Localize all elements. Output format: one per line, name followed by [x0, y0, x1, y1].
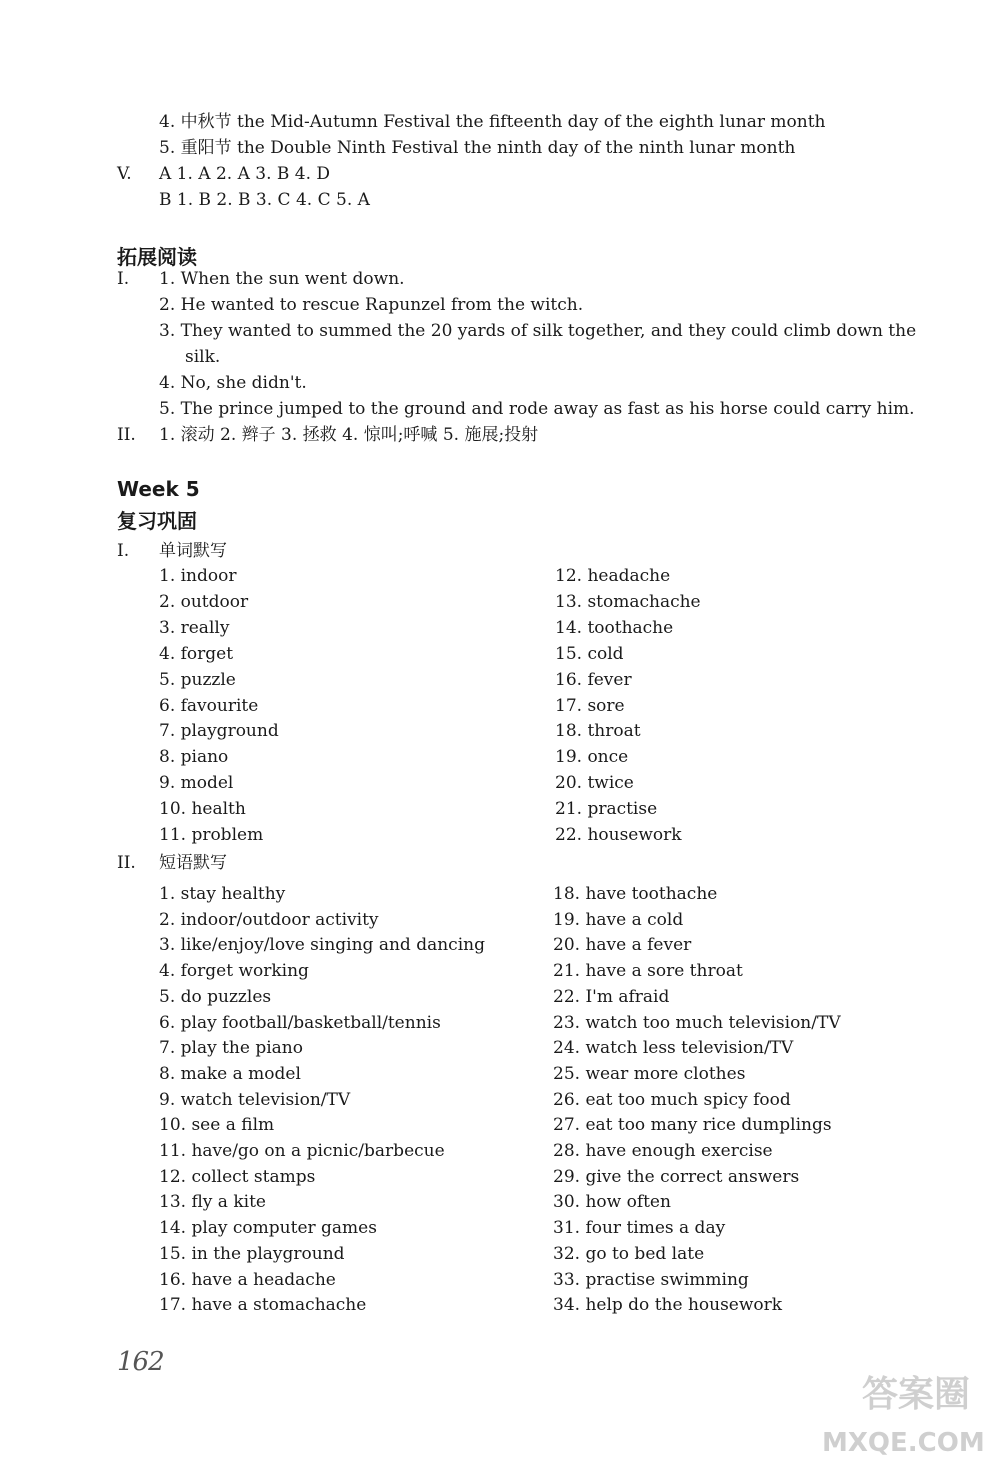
phrase-item: 14. play computer games — [159, 1218, 377, 1239]
phrase-item: 22. I'm afraid — [553, 986, 670, 1007]
reading-answer-4: 4. No, she didn't. — [159, 373, 307, 393]
phrase-item: 18. have toothache — [553, 884, 718, 904]
phrase-item: 19. have a cold — [553, 909, 684, 930]
phrase-item: 25. wear more clothes — [553, 1063, 746, 1084]
word-item: 7. playground — [159, 721, 279, 742]
word-item: 8. piano — [159, 747, 229, 768]
answer-line-4: 4. 中秋节 the Mid-Autumn Festival the fifteenth day of the eighth lunar month — [159, 112, 826, 132]
phrase-item: 16. have a headache — [159, 1269, 336, 1290]
answer-line-5: 5. 重阳节 the Double Ninth Festival the ninth day of the ninth lunar month — [159, 138, 796, 158]
word-section-title: 单词默写 — [159, 541, 227, 561]
word-item: 13. stomachache — [555, 591, 701, 612]
section-i-label: I. — [117, 269, 130, 289]
phrase-item: 17. have a stomachache — [159, 1295, 367, 1316]
reading-answer-3-cont: silk. — [185, 347, 221, 367]
word-section-label: I. — [117, 541, 130, 561]
phrase-item: 9. watch television/TV — [159, 1089, 351, 1110]
word-item: 12. headache — [555, 566, 671, 586]
word-item: 15. cold — [555, 643, 624, 664]
word-item: 19. once — [555, 747, 629, 768]
word-item: 22. housework — [555, 825, 682, 845]
vocab-answers: 1. 滚动 2. 辫子 3. 拯救 4. 惊叫;呼喊 5. 施展;投射 — [159, 425, 539, 445]
phrase-item: 26. eat too much spicy food — [553, 1089, 791, 1110]
phrase-section-label: II. — [117, 853, 136, 873]
word-item: 2. outdoor — [159, 591, 249, 612]
word-item: 1. indoor — [159, 566, 237, 586]
phrase-item: 8. make a model — [159, 1063, 301, 1084]
word-item: 21. practise — [555, 799, 658, 820]
word-item: 11. problem — [159, 825, 264, 845]
word-item: 10. health — [159, 799, 246, 820]
watermark-url: MXQE.COM — [822, 1428, 985, 1458]
phrase-item: 15. in the playground — [159, 1243, 345, 1264]
reading-answer-2: 2. He wanted to rescue Rapunzel from the witch. — [159, 295, 584, 315]
reading-answer-5: 5. The prince jumped to the ground and rode away as fast as his horse could carry him. — [159, 399, 915, 419]
phrase-item: 13. fly a kite — [159, 1192, 266, 1213]
phrase-item: 11. have/go on a picnic/barbecue — [159, 1141, 445, 1161]
word-item: 18. throat — [555, 721, 641, 742]
phrase-item: 32. go to bed late — [553, 1243, 705, 1264]
heading-review: 复习巩固 — [117, 509, 197, 533]
page-number: 162 — [117, 1347, 164, 1377]
word-item: 9. model — [159, 773, 234, 794]
word-item: 5. puzzle — [159, 669, 236, 690]
phrase-item: 28. have enough exercise — [553, 1141, 773, 1161]
word-item: 3. really — [159, 617, 230, 638]
phrase-item: 1. stay healthy — [159, 884, 286, 904]
phrase-section-title: 短语默写 — [159, 853, 227, 873]
phrase-item: 30. how often — [553, 1192, 671, 1213]
phrase-item: 5. do puzzles — [159, 986, 272, 1007]
word-item: 20. twice — [555, 773, 634, 794]
phrase-item: 31. four times a day — [553, 1218, 726, 1239]
phrase-item: 6. play football/basketball/tennis — [159, 1012, 441, 1033]
phrase-item: 3. like/enjoy/love singing and dancing — [159, 935, 485, 956]
heading-extended-reading: 拓展阅读 — [117, 245, 197, 269]
section-ii-label: II. — [117, 425, 136, 445]
word-item: 16. fever — [555, 669, 632, 690]
phrase-item: 33. practise swimming — [553, 1269, 749, 1290]
phrase-item: 21. have a sore throat — [553, 961, 743, 982]
reading-answer-3: 3. They wanted to summed the 20 yards of silk together, and they could climb down the — [159, 321, 917, 341]
phrase-item: 27. eat too many rice dumplings — [553, 1115, 832, 1136]
word-item: 6. favourite — [159, 695, 259, 716]
section-v-part-a: A 1. A 2. A 3. B 4. D — [159, 164, 331, 184]
phrase-item: 12. collect stamps — [159, 1166, 316, 1187]
word-item: 14. toothache — [555, 617, 674, 638]
phrase-item: 7. play the piano — [159, 1038, 303, 1059]
section-v-part-b: B 1. B 2. B 3. C 4. C 5. A — [159, 190, 370, 210]
phrase-item: 10. see a film — [159, 1115, 275, 1136]
phrase-item: 34. help do the housework — [553, 1295, 783, 1316]
section-v-label: V. — [117, 164, 132, 184]
week-title: Week 5 — [117, 477, 200, 501]
word-item: 17. sore — [555, 695, 625, 716]
watermark-logo: 答案圈 — [862, 1374, 971, 1415]
reading-answer-1: 1. When the sun went down. — [159, 269, 405, 289]
phrase-item: 20. have a fever — [553, 935, 692, 956]
phrase-item: 2. indoor/outdoor activity — [159, 909, 379, 930]
phrase-item: 4. forget working — [159, 961, 309, 982]
phrase-item: 29. give the correct answers — [553, 1166, 800, 1187]
phrase-item: 23. watch too much television/TV — [553, 1012, 841, 1033]
word-item: 4. forget — [159, 643, 234, 664]
phrase-item: 24. watch less television/TV — [553, 1038, 794, 1059]
